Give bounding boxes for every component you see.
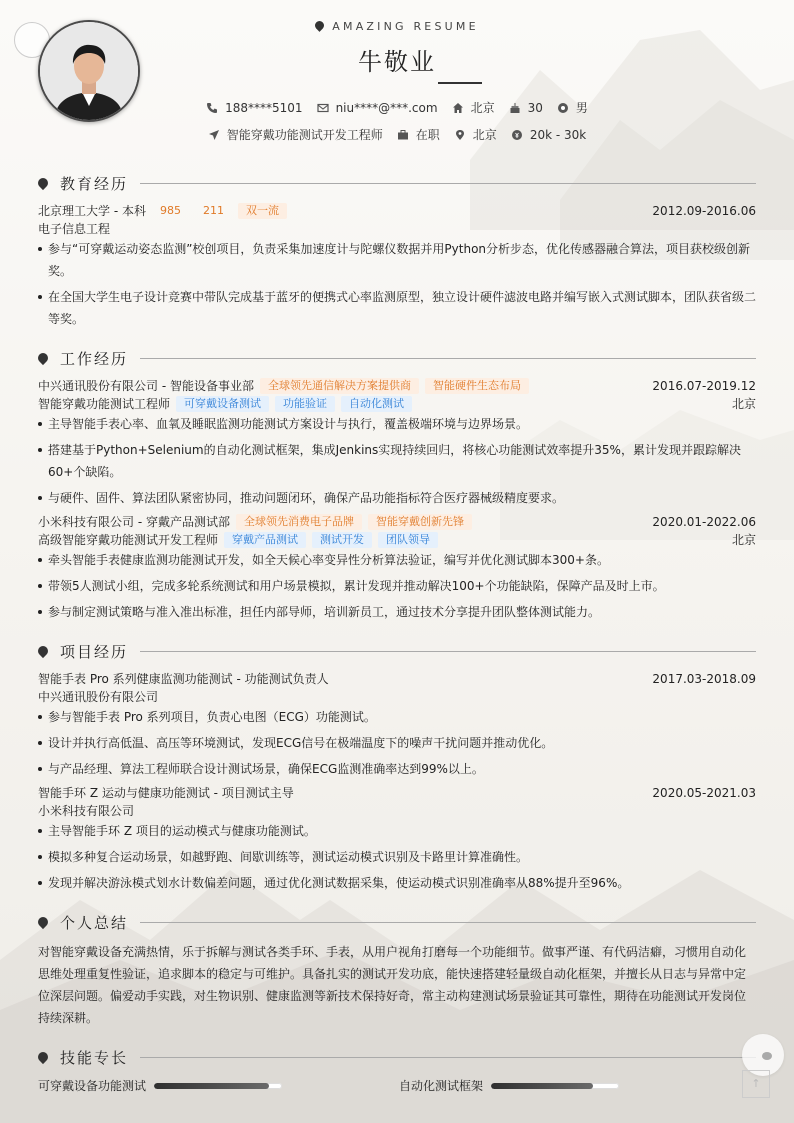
- list-item: 在全国大学生电子设计竞赛中带队完成基于蓝牙的便携式心率监测原型，独立设计硬件滤波电路并编写嵌入式测试脚本，团队获省级二等奖。: [38, 286, 756, 330]
- skill-name: 自动化测试框架: [399, 1079, 484, 1093]
- company-tag: 智能穿戴创新先锋: [368, 514, 472, 530]
- section-title: 工作经历: [60, 349, 129, 368]
- project-name: 智能手表 Pro 系列健康监测功能测试 - 功能测试负责人: [38, 672, 329, 686]
- work-bullets: [38, 413, 756, 513]
- project-period: 2020.05-2021.03: [652, 786, 756, 800]
- scroll-top-icon[interactable]: ↑: [742, 1070, 770, 1098]
- school-tag: 211: [202, 204, 224, 217]
- skill-tag: 功能验证: [275, 396, 335, 412]
- tagline-text: AMAZING RESUME: [332, 20, 479, 33]
- job-title: 智能穿戴功能测试工程师: [38, 397, 171, 411]
- work-bullets: [38, 549, 756, 627]
- ink-drop-icon: [36, 915, 50, 929]
- section-divider: [140, 922, 756, 923]
- ink-drop-icon: [36, 351, 50, 365]
- skill-bar-fill: [154, 1083, 269, 1089]
- section-divider: [140, 358, 756, 359]
- skill-tag: 自动化测试: [341, 396, 412, 412]
- mail-icon: [317, 102, 329, 114]
- location-pin-icon: [454, 129, 466, 141]
- work-title-row: [38, 396, 756, 412]
- list-item: 模拟多种复合运动场景，如越野跑、间歇训练等，测试运动模式识别及卡路里计算准确性。: [38, 846, 756, 868]
- project-bullets: [38, 706, 756, 784]
- list-item: 搭建基于Python+Selenium的自动化测试框架，集成Jenkins实现持续回归，将核心功能测试效率提升35%，累计发现并跟踪解决60+个缺陷。: [38, 439, 756, 483]
- section-project: [38, 641, 756, 661]
- home-icon: [452, 102, 464, 114]
- phone-icon: [206, 102, 218, 114]
- contact-row: [0, 99, 794, 116]
- list-item: 牵头智能手表健康监测功能测试开发，如全天候心率变异性分析算法验证，编写并优化测试脚本300+条。: [38, 549, 756, 571]
- project-header: [38, 671, 756, 687]
- status-text: 在职: [415, 128, 440, 142]
- skill-tag: 可穿戴设备测试: [176, 396, 269, 412]
- salary-text: 20k - 30k: [529, 127, 587, 142]
- section-summary: [38, 912, 756, 932]
- education-period: 2012.09-2016.06: [652, 204, 756, 218]
- email-item: [317, 101, 438, 115]
- status-item: [397, 126, 440, 143]
- skill-name: 可穿戴设备功能测试: [38, 1079, 147, 1093]
- project-company: 小米科技有限公司: [38, 804, 135, 818]
- work-header: [38, 378, 756, 394]
- ink-drop-icon: [36, 1050, 50, 1064]
- phone-item: [206, 101, 302, 115]
- company-tag: 全球领先消费电子品牌: [236, 514, 362, 530]
- education-bullets: [38, 238, 756, 334]
- list-item: 发现并解决游泳模式划水计数偏差问题，通过优化测试数据采集，使运动模式识别准确率从88%提升至96%。: [38, 872, 756, 894]
- project-company: 中兴通讯股份有限公司: [38, 690, 159, 704]
- section-work: [38, 348, 756, 368]
- position-item: [208, 126, 383, 143]
- job-title: 高级智能穿戴功能测试开发工程师: [38, 533, 219, 547]
- ink-drop-icon: [36, 644, 50, 658]
- skill-item: [399, 1077, 619, 1094]
- gender-item: [557, 99, 588, 116]
- age-item: [509, 101, 543, 115]
- project-bullets: [38, 820, 756, 898]
- section-education: [38, 173, 756, 193]
- list-item: 与产品经理、算法工程师联合设计测试场景，确保ECG监测准确率达到99%以上。: [38, 758, 756, 780]
- candidate-name: 牛敬业: [358, 48, 436, 76]
- hometown-item: [452, 99, 495, 116]
- header-tagline: [0, 20, 794, 33]
- list-item: 参与制定测试策略与准入准出标准，担任内部导师，培训新员工，通过技术分享提升团队整体测试能力。: [38, 601, 756, 623]
- briefcase-icon: [397, 129, 409, 141]
- list-item: 参与智能手表 Pro 系列项目，负责心电图（ECG）功能测试。: [38, 706, 756, 728]
- skill-bar-fill: [491, 1083, 593, 1089]
- work-title-row: [38, 532, 756, 548]
- city-item: [454, 126, 497, 143]
- section-title: 个人总结: [60, 913, 129, 932]
- ink-drop-icon: [313, 19, 326, 32]
- list-item: 主导智能手表心率、血氧及睡眠监测功能测试方案设计与执行，覆盖极端环境与边界场景。: [38, 413, 756, 435]
- list-item: 与硬件、固件、算法团队紧密协同，推动问题闭环，确保产品功能指标符合医疗器械级精度要求。: [38, 487, 756, 509]
- company-name: 小米科技有限公司 - 穿戴产品测试部: [38, 515, 230, 529]
- company-name: 中兴通讯股份有限公司 - 智能设备事业部: [38, 379, 254, 393]
- section-divider: [140, 1057, 756, 1058]
- ink-drop-icon: [762, 1052, 772, 1060]
- work-location: 北京: [731, 397, 756, 411]
- gender-text: 男: [575, 101, 588, 115]
- work-period: 2016.07-2019.12: [652, 379, 756, 393]
- school-name: 北京理工大学 - 本科: [38, 204, 146, 218]
- summary-text: 对智能穿戴设备充满热情，乐于拆解与测试各类手环、手表，从用户视角打磨每一个功能细节。做事严谨、有代码洁癖，习惯用自动化思维处理重复性验证，追求脚本的稳定与可维护。具备扎实的测试开发功底，能快速搭建轻量级自动化框架，并擅长从日志与异常中定位深层问题。偏爱动手实践，对生物识别、健康监测等新技术保持好奇，常主动构建测试场景验证其可靠性，期待在功能测试开发岗位持续深耕。: [38, 945, 747, 1025]
- major: 电子信息工程: [38, 222, 111, 236]
- cake-icon: [509, 102, 521, 114]
- hometown-text: 北京: [470, 101, 495, 115]
- salary-item: [511, 128, 586, 142]
- age-text: 30: [527, 100, 543, 115]
- email-text: niu****@***.com: [335, 100, 438, 115]
- skill-bar: [491, 1083, 619, 1089]
- project-period: 2017.03-2018.09: [652, 672, 756, 686]
- job-intent-row: [0, 126, 794, 143]
- gender-icon: [557, 102, 569, 114]
- education-header: [38, 203, 756, 219]
- section-title: 教育经历: [60, 174, 129, 193]
- phone-text: 188****5101: [225, 100, 303, 115]
- skill-item: [38, 1077, 282, 1094]
- list-item: 设计并执行高低温、高压等环境测试，发现ECG信号在极端温度下的噪声干扰问题并推动优化。: [38, 732, 756, 754]
- skill-tag: 团队领导: [378, 532, 438, 548]
- position-text: 智能穿戴功能测试开发工程师: [226, 128, 383, 142]
- company-tag: 智能硬件生态布局: [425, 378, 529, 394]
- send-icon: [208, 129, 220, 141]
- section-title: 技能专长: [60, 1048, 129, 1067]
- skill-tag: 穿戴产品测试: [224, 532, 306, 548]
- list-item: 主导智能手环 Z 项目的运动模式与健康功能测试。: [38, 820, 756, 842]
- skill-bar: [154, 1083, 282, 1089]
- list-item: 参与“可穿戴运动姿态监测”校创项目，负责采集加速度计与陀螺仪数据并用Python分析步态，优化传感器融合算法，项目获校级创新奖。: [38, 238, 756, 282]
- section-skills: [38, 1047, 756, 1067]
- project-header: [38, 785, 756, 801]
- ink-drop-icon: [36, 176, 50, 190]
- section-divider: [140, 651, 756, 652]
- work-period: 2020.01-2022.06: [652, 515, 756, 529]
- money-icon: [511, 129, 523, 141]
- skill-tag: 测试开发: [312, 532, 372, 548]
- school-tag: 双一流: [238, 203, 287, 219]
- work-header: [38, 514, 756, 530]
- company-tag: 全球领先通信解决方案提供商: [260, 378, 419, 394]
- city-text: 北京: [472, 128, 497, 142]
- work-location: 北京: [731, 533, 756, 547]
- section-divider: [140, 183, 756, 184]
- name-divider: [438, 82, 482, 84]
- list-item: 带领5人测试小组，完成多轮系统测试和用户场景模拟，累计发现并推动解决100+个功能缺陷，保障产品及时上市。: [38, 575, 756, 597]
- project-name: 智能手环 Z 运动与健康功能测试 - 项目测试主导: [38, 786, 294, 800]
- school-tag: 985: [159, 204, 181, 217]
- section-title: 项目经历: [60, 642, 129, 661]
